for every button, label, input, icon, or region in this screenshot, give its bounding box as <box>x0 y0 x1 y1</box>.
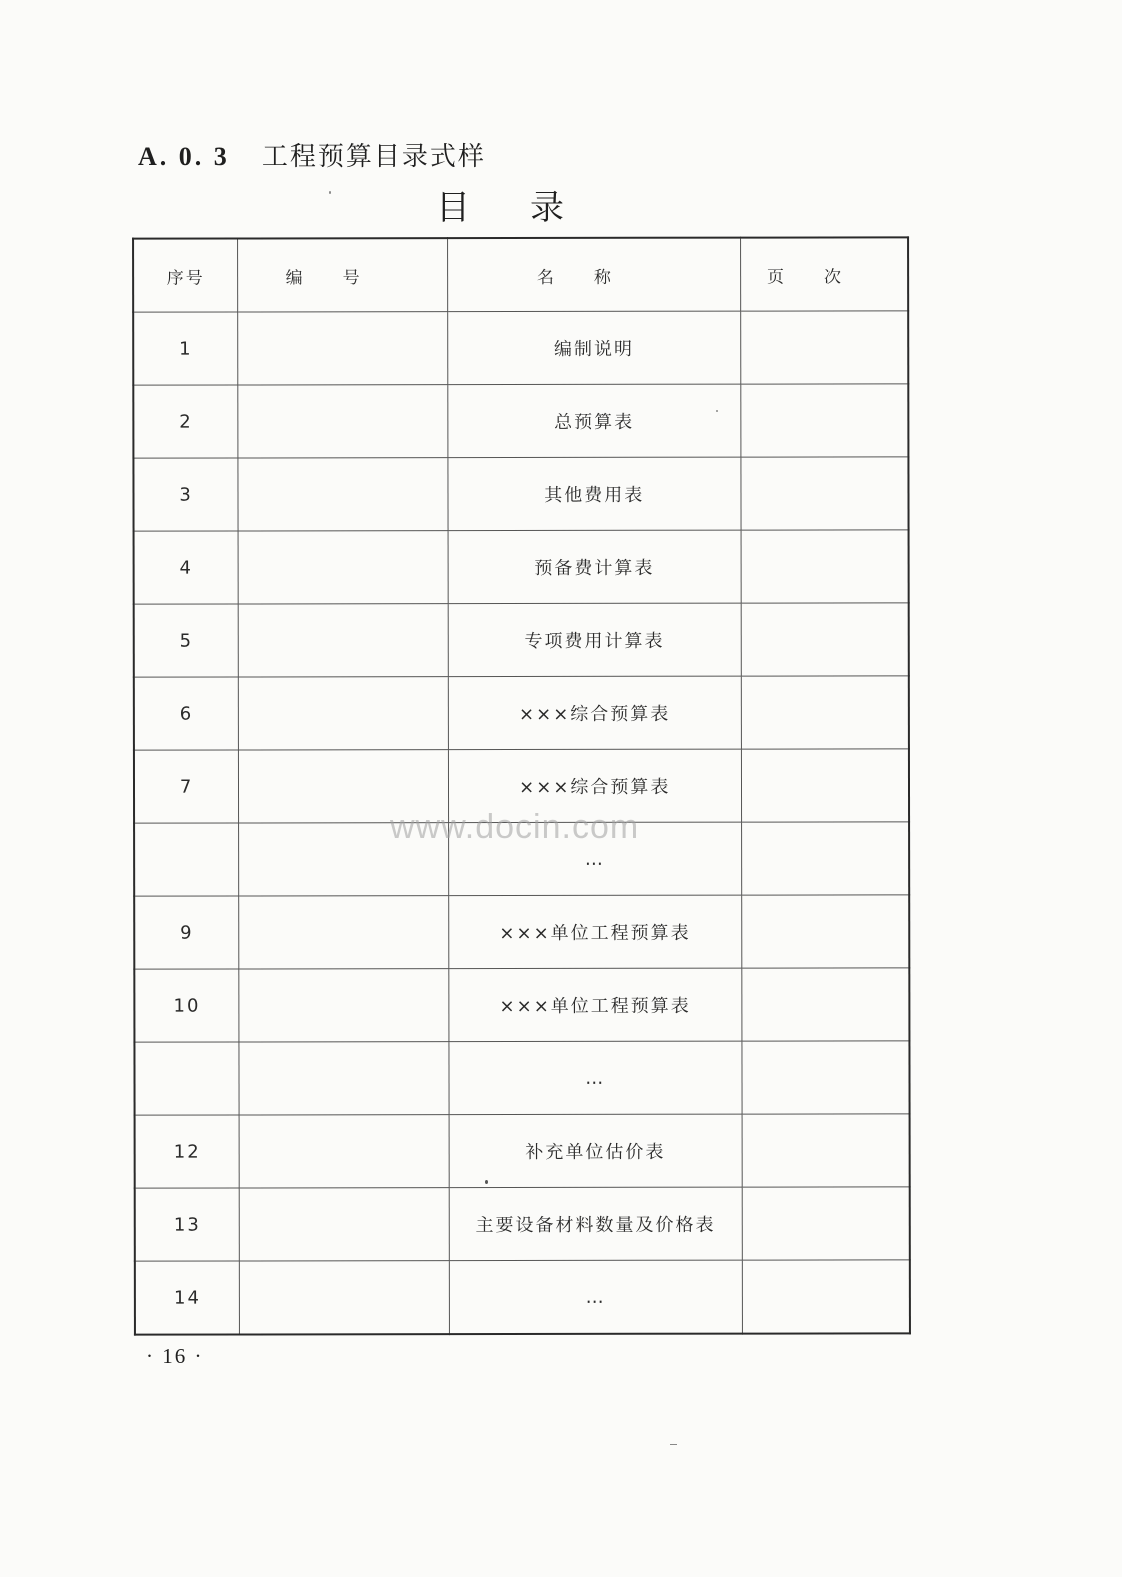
cell-code <box>239 1042 449 1115</box>
cell-seq: 3 <box>133 458 238 531</box>
table-row <box>134 530 909 604</box>
cell-page <box>741 676 909 749</box>
cell-seq: 12 <box>135 1115 240 1188</box>
section-title: 工程预算目录式样 <box>261 142 486 172</box>
cell-page <box>742 1187 910 1260</box>
page-number: · 16 · <box>146 1344 204 1368</box>
cell-name: ×××单位工程预算表 <box>448 895 741 969</box>
cell-name: 其他费用表 <box>448 457 741 531</box>
cell-code <box>239 1188 449 1261</box>
cell-seq: 4 <box>134 531 239 604</box>
cell-name: 总预算表 <box>447 384 740 458</box>
cell-seq: 10 <box>134 969 239 1042</box>
table-row <box>135 1187 910 1261</box>
section-heading <box>138 136 486 173</box>
cell-page <box>742 968 910 1041</box>
cell-page <box>742 1114 910 1187</box>
table-row <box>134 968 909 1042</box>
table-row <box>134 749 909 823</box>
cell-code <box>240 1261 450 1335</box>
cell-seq: 13 <box>135 1188 240 1261</box>
table-row <box>134 1041 909 1115</box>
cell-page <box>741 822 909 895</box>
table-body <box>133 311 910 1335</box>
cell-code <box>239 750 449 823</box>
cell-seq: 5 <box>134 604 239 677</box>
table-row <box>135 1114 910 1188</box>
cell-page <box>741 457 909 530</box>
document-title: 目录 <box>436 188 624 228</box>
cell-code <box>238 312 448 385</box>
cell-name: … <box>448 822 741 896</box>
cell-code <box>238 604 448 677</box>
header-seq: 序号 <box>133 238 238 312</box>
cell-name: 补充单位估价表 <box>449 1114 742 1188</box>
cell-page <box>742 895 910 968</box>
table-row <box>135 1260 910 1335</box>
cell-seq: 9 <box>134 896 239 969</box>
cell-page <box>742 1260 910 1334</box>
cell-code <box>239 677 449 750</box>
toc-table <box>132 236 911 1335</box>
cell-name: ×××综合预算表 <box>448 749 741 823</box>
cell-name: … <box>449 1260 742 1334</box>
table-row <box>134 895 909 969</box>
cell-name: 编制说明 <box>447 311 740 385</box>
cell-code <box>238 458 448 531</box>
cell-page <box>741 311 909 384</box>
cell-seq <box>134 823 239 896</box>
cell-page <box>742 1041 910 1114</box>
scan-speck <box>485 1180 488 1184</box>
cell-seq: 1 <box>133 312 238 385</box>
table-row <box>134 676 909 750</box>
table-row <box>133 311 908 385</box>
cell-name: … <box>449 1041 742 1115</box>
watermark: www.docin.com <box>390 808 640 846</box>
cell-code <box>238 531 448 604</box>
table-row <box>133 457 908 531</box>
cell-code <box>239 896 449 969</box>
cell-code <box>239 823 449 896</box>
cell-page <box>741 749 909 822</box>
table-header-row <box>133 237 908 312</box>
header-name: 名称 <box>447 238 740 312</box>
header-page: 页次 <box>740 237 908 311</box>
cell-code <box>239 969 449 1042</box>
cell-seq <box>134 1042 239 1115</box>
cell-page <box>741 384 909 457</box>
header-code: 编号 <box>238 238 448 312</box>
table-row <box>133 384 908 458</box>
scan-speck <box>329 191 331 194</box>
cell-seq: 6 <box>134 677 239 750</box>
table-row <box>134 822 909 896</box>
scan-speck <box>670 1444 677 1445</box>
table-row <box>134 603 909 677</box>
cell-code <box>239 1115 449 1188</box>
cell-name: 预备费计算表 <box>448 530 741 604</box>
cell-code <box>238 385 448 458</box>
cell-seq: 7 <box>134 750 239 823</box>
cell-page <box>741 530 909 603</box>
cell-name: 主要设备材料数量及价格表 <box>449 1187 742 1261</box>
cell-name: ×××综合预算表 <box>448 676 741 750</box>
section-number: A. 0. 3 <box>138 142 230 171</box>
cell-page <box>741 603 909 676</box>
cell-seq: 2 <box>133 385 238 458</box>
cell-seq: 14 <box>135 1261 240 1335</box>
cell-name: 专项费用计算表 <box>448 603 741 677</box>
scan-speck <box>716 410 718 412</box>
cell-name: ×××单位工程预算表 <box>449 968 742 1042</box>
